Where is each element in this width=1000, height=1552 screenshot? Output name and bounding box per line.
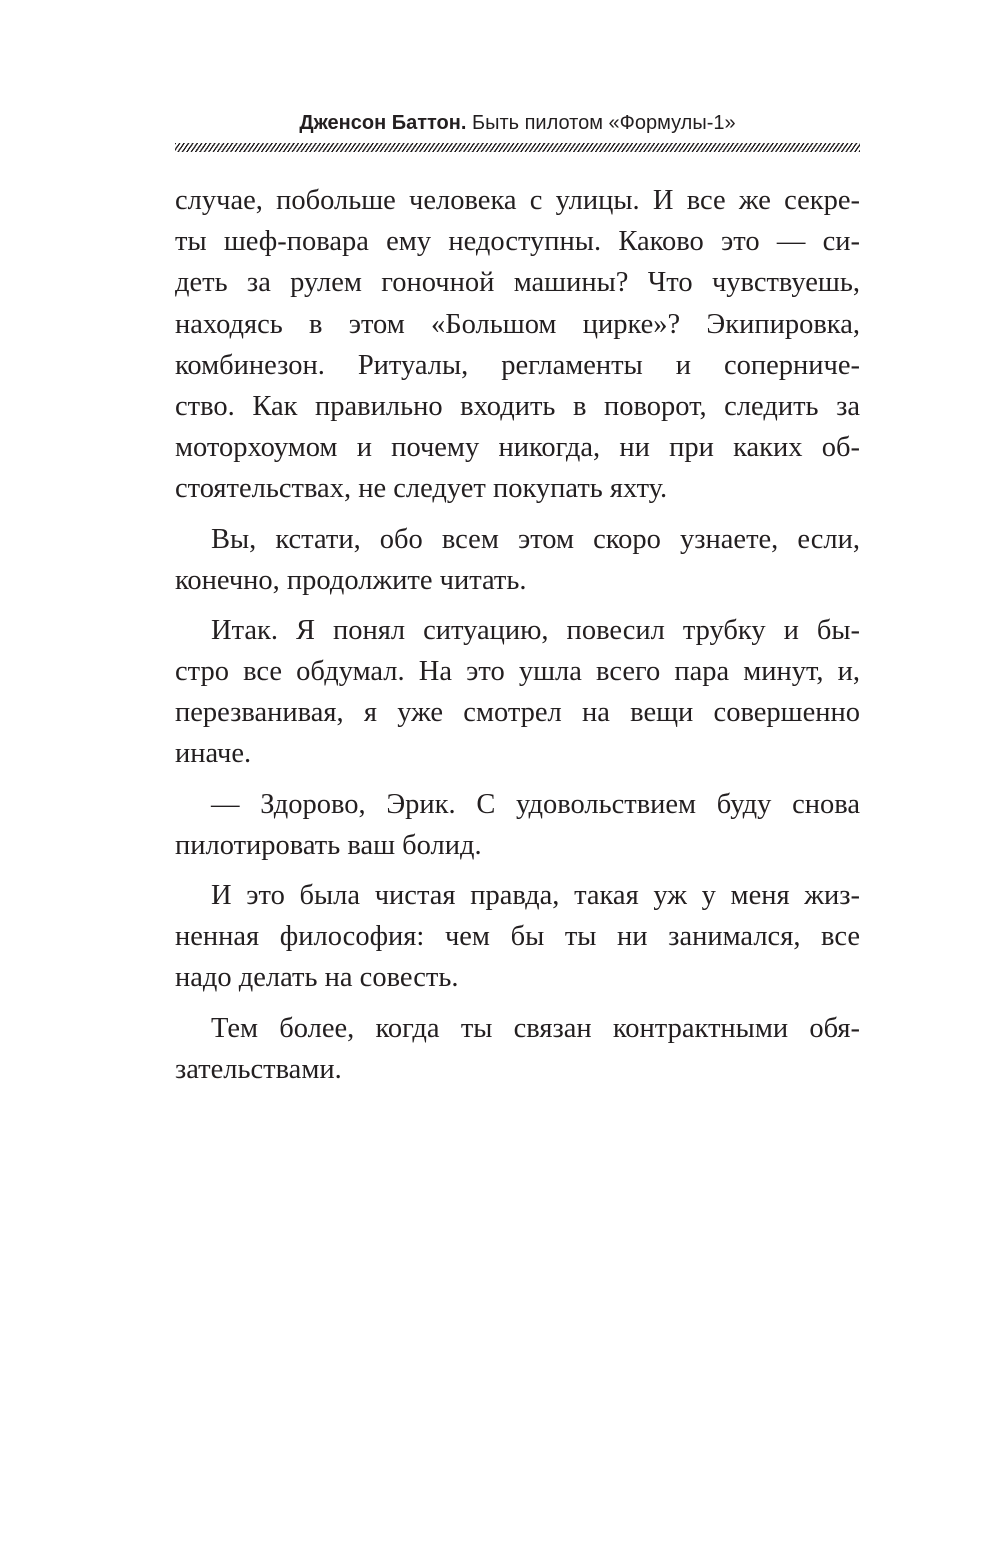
paragraph <box>175 180 860 510</box>
text-line: комбинезон. Ритуалы, регламенты и соперниче- <box>175 349 860 381</box>
text-line: Тем более, когда ты связан контрактными обя- <box>211 1012 860 1044</box>
text-line: Итак. Я понял ситуацию, повесил трубку и бы- <box>211 614 860 646</box>
header-hatched-rule <box>175 143 860 152</box>
text-line: Вы, кстати, обо всем этом скоро узнаете, если, <box>211 523 860 555</box>
text-line: надо делать на совесть. <box>175 962 459 994</box>
text-line: зательствами. <box>175 1053 342 1085</box>
text-line: конечно, продолжите читать. <box>175 564 527 596</box>
text-line: стоятельствах, не следует покупать яхту. <box>175 473 668 505</box>
paragraph <box>175 519 860 601</box>
header-author: Дженсон Баттон. <box>299 112 467 134</box>
text-line: пилотировать ваш болид. <box>175 829 482 861</box>
paragraph <box>175 1008 860 1090</box>
text-line: ненная философия: чем бы ты ни занимался, все <box>175 921 860 953</box>
text-line: деть за рулем гоночной машины? Что чувствуешь, <box>175 267 860 299</box>
paragraph <box>175 610 860 775</box>
text-line: находясь в этом «Большом цирке»? Экипировка, <box>175 308 860 340</box>
text-line: иначе. <box>175 738 252 770</box>
text-line: — Здорово, Эрик. С удовольствием буду снова <box>211 788 860 820</box>
text-line: И это была чистая правда, такая уж у меня жиз- <box>211 880 860 911</box>
paragraph <box>175 875 860 999</box>
text-line: стро все обдумал. На это ушла всего пара минут, и, <box>175 656 860 688</box>
running-header <box>175 110 860 136</box>
body-text <box>175 180 860 1099</box>
text-line: ты шеф-повара ему недоступны. Каково это — си- <box>175 226 860 258</box>
paragraph <box>175 784 860 866</box>
text-line: перезванивая, я уже смотрел на вещи совершенно <box>175 697 860 729</box>
text-line: случае, побольше человека с улицы. И все же секре- <box>175 185 860 216</box>
text-line: ство. Как правильно входить в поворот, следить за <box>175 390 860 422</box>
text-line: моторхоумом и почему никогда, ни при каких об- <box>175 432 860 464</box>
header-book-title: Быть пилотом «Формулы-1» <box>471 112 736 134</box>
